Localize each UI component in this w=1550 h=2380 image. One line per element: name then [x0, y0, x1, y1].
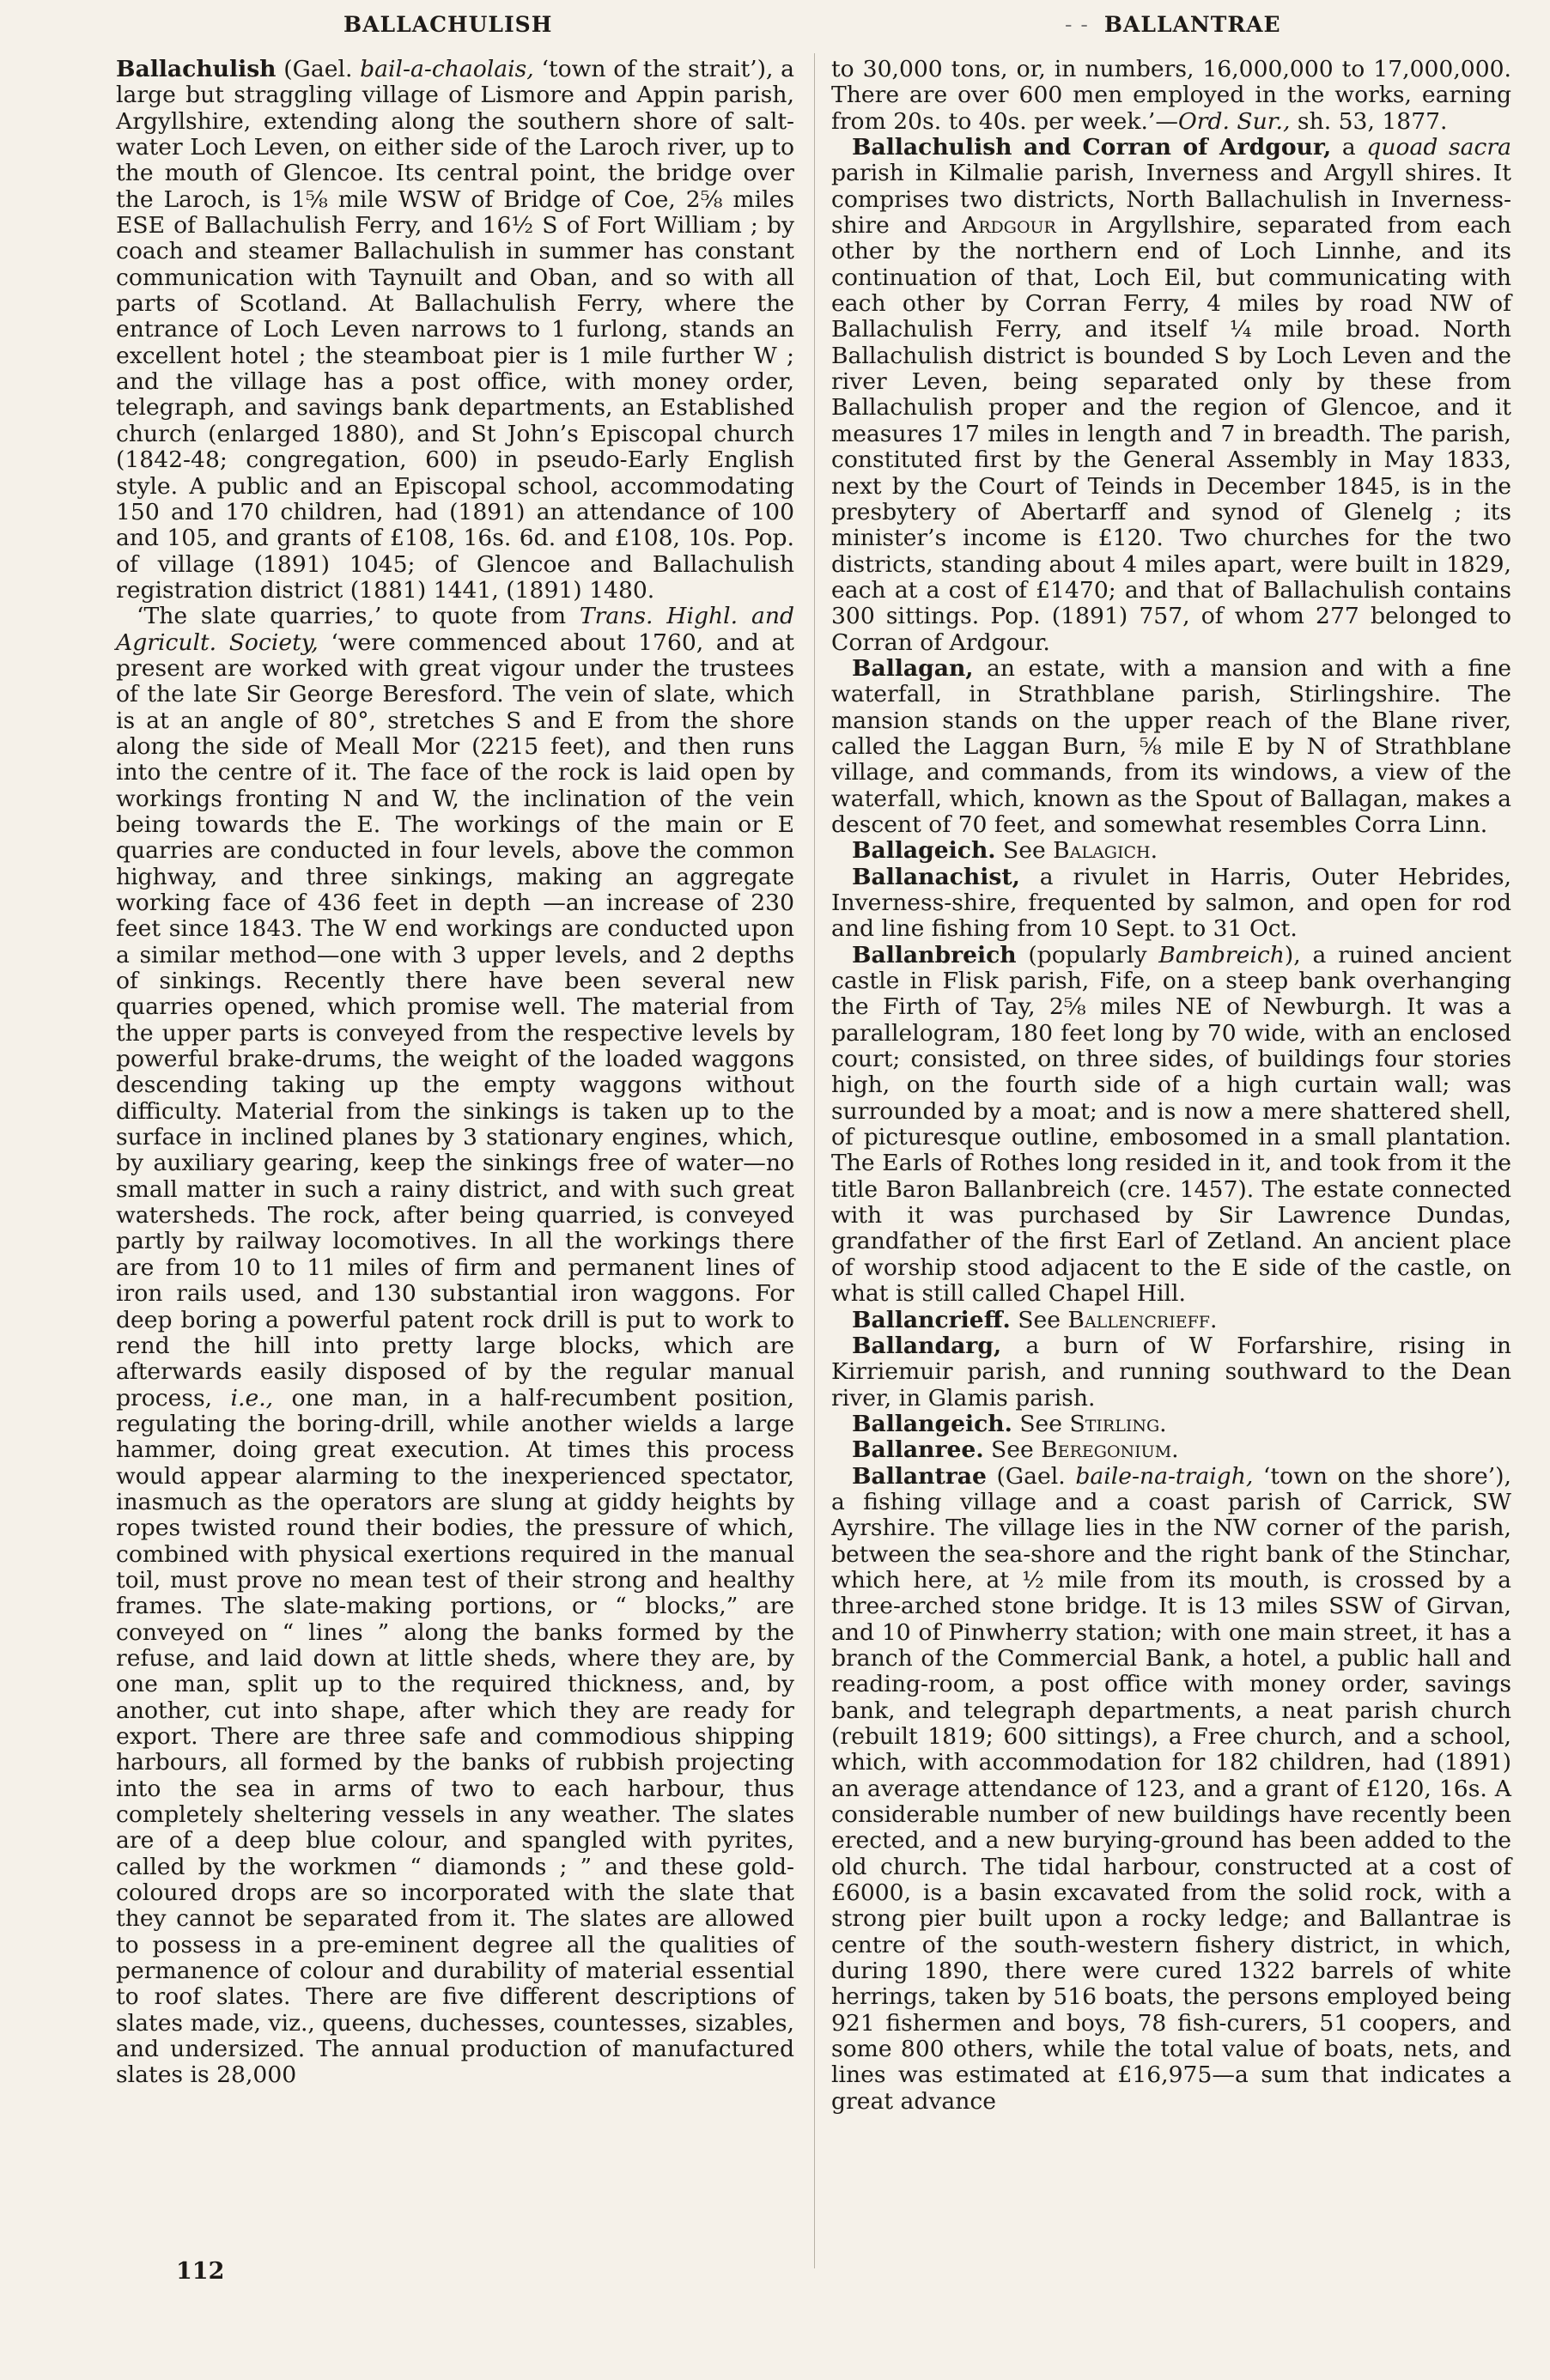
- entry-text: (popularly: [1016, 941, 1159, 968]
- headword: Ballanachist,: [852, 863, 1020, 890]
- cross-reference: Stirling.: [1069, 1410, 1167, 1437]
- headword: Ballantrae: [852, 1462, 987, 1490]
- entry-text: ‘were commenced about 1760, and at present are worked with great vigour under the trustees of the late Sir George Beresford. The vein of slate, which is at an angle of 80°, stretches S and E from the shore along the side of Meall Mor (2215 feet), and then runs into the centre of it. The face of the rock is laid open by workings fronting N and W, the inclination of the vein being towards the E. The workings of the main or E quarries are conducted in four levels, above the common highway, and three sinkings, making an aggregate working face of 436 feet in depth —an increase of 230 feet since 1843. The W end workings are conducted upon a similar method—one with 3 upper levels, and 2 depths of sinkings. Recently there have been several new quarries opened, which promise well. The material from the upper parts is conveyed from the respective levels by powerful brake-drums, the weight of the loaded waggons descending taking up the empty waggons without difficulty. Material from the sinkings is taken up to the surface in inclined planes by 3 stationary engines, which, by auxiliary gearing, keep the sinkings free of water—no small matter in such a rainy district, and with such great watersheds. The rock, after being quarried, is conveyed partly by railway locomotives. In all the workings there are from 10 to 11 miles of firm and permanent lines of iron rails used, and 130 substantial iron waggons. For deep boring a powerful patent rock drill is put to work to rend the hill into pretty large blocks, which are afterwards easily disposed of by the regular manual process,: [116, 628, 794, 1412]
- continuation-text: [831, 57, 1511, 135]
- entry-slate-quarries: [116, 604, 794, 2089]
- running-head-right-title: BALLANTRAE: [1103, 12, 1281, 37]
- entry-ballangeich: [831, 1412, 1511, 1437]
- entry-ballachulish-and-corran: [831, 135, 1511, 656]
- headword: Ballachulish and Corran of Ardgour,: [852, 134, 1332, 161]
- etymology: baile-na-traigh,: [1075, 1462, 1254, 1490]
- entry-ballagan: [831, 656, 1511, 838]
- cross-reference: Balagich.: [1053, 837, 1158, 865]
- entry-text: a rivulet in Harris, Outer Hebrides, Inverness-shire, frequented by salmon, and open for rod and line fishing from 10 Sept. to 31 Oct.: [831, 863, 1511, 943]
- cross-reference: Beregonium.: [1041, 1436, 1179, 1464]
- entry-text: (Gael.: [276, 56, 361, 82]
- entry-ballanbreich: [831, 943, 1511, 1308]
- entry-text: See: [983, 1436, 1042, 1464]
- latin-term: quoad sacra: [1366, 134, 1511, 161]
- column-divider: [814, 53, 815, 2268]
- entry-text: to 30,000 tons, or, in numbers, 16,000,000 to 17,000,000. There are over 600 men employed in the works, earning from 20s. to 40s. per week.’—: [831, 56, 1511, 135]
- entry-text: parish in Kilmalie parish, Inverness and Argyll shires. It comprises two districts, North Ballachulish in Inverness-shire and: [831, 160, 1511, 240]
- headword: Ballanbreich: [852, 941, 1017, 968]
- entry-text: See: [1012, 1410, 1070, 1437]
- entry-text: a burn of W Forfarshire, rising in Kirriemuir parish, and running southward to the Dean river, in Glamis parish.: [831, 1332, 1511, 1412]
- abbrev-ie: i.e.,: [230, 1384, 274, 1412]
- entry-text: sh. 53, 1877.: [1290, 107, 1448, 135]
- headword: Ballachulish: [116, 56, 277, 82]
- headword: Ballagan,: [852, 654, 974, 682]
- citation-source: Ord. Sur.,: [1177, 107, 1291, 135]
- entry-text: a: [1331, 134, 1367, 161]
- running-head-mark: - -: [1065, 12, 1089, 37]
- page-number: 112: [176, 2258, 225, 2285]
- entry-ballantrae: [831, 1464, 1511, 2116]
- left-column: [116, 57, 794, 2089]
- citation-source: Trans. Highl. and Agricult. Society,: [116, 603, 794, 656]
- entry-text: ‘The slate quarries,’ to quote from: [137, 603, 580, 630]
- entry-text: an estate, with a mansion and with a fine waterfall, in Strathblane parish, Stirlingshire. The mansion stands on the upper reach of the Blane river, called the Laggan Burn, ⅝ mile E by N of Strathblane village, and commands, from its windows, a view of the waterfall, which, known as the Spout of Ballagan, makes a descent of 70 feet, and somewhat resembles Corra Linn.: [831, 654, 1511, 838]
- alt-name: Bambreich: [1158, 941, 1285, 968]
- cross-reference: Ballencrieff.: [1067, 1306, 1218, 1333]
- entry-text: one man, in a half-recumbent position, regulating the boring-drill, while another wields a large hammer, doing great execution. At times this process would appear alarming to the inexperienced spectator, inasmuch as the operators are slung at giddy heights by ropes twisted round their bodies, the pressure of which, combined with physical exertions required in the manual toil, must prove no mean test of their strong and healthy frames. The slate-making portions, or “ blocks,” are conveyed on “ lines ” along the banks formed by the refuse, and laid down at little sheds, where they are, by one man, split up to the required thickness, and, by another, cut into shape, after which they are ready for export. There are three safe and commodious shipping harbours, all formed by the banks of rubbish projecting into the sea in arms of two to each harbour, thus completely sheltering vessels in any weather. The slates are of a deep blue colour, and spangled with pyrites, called by the workmen “ diamonds ; ” and these gold-coloured drops are so incorporated with the slate that they cannot be separated from it. The slates are allowed to possess in a pre-eminent degree all the qualities of permanence of colour and durability of material essential to roof slates. There are five different descriptions of slates made, viz., queens, duchesses, countesses, sizables, and undersized. The annual production of manufactured slates is 28,000: [116, 1384, 794, 2089]
- entry-ballandarg: [831, 1333, 1511, 1412]
- headword: Ballancrieff.: [852, 1306, 1011, 1333]
- entry-text: See: [1010, 1306, 1068, 1333]
- entry-text: ‘town on the shore’), a fishing village and a coast parish of Carrick, SW Ayrshire. The village lies in the NW corner of the parish, between the sea-shore and the right bank of the Stinchar, which here, at ½ mile from its mouth, is crossed by a three-arched stone bridge. It is 13 miles SSW of Girvan, and 10 of Pinwherry station; with one main street, it has a branch of the Commercial Bank, a hotel, a public hall and reading-room, a post office with money order, savings bank, and telegraph departments, a neat parish church (rebuilt 1819; 600 sittings), a Free church, and a school, which, with accommodation for 182 children, had (1891) an average attendance of 123, and a grant of £120, 16s. A considerable number of new buildings have recently been erected, and a new burying-ground has been added to the old church. The tidal harbour, constructed at a cost of £6000, is a basin excavated from the solid rock, with a strong pier built upon a rocky ledge; and Ballantrae is centre of the south-western fishery district, in which, during 1890, there were cured 1322 barrels of white herrings, taken by 516 boats, the persons employed being 921 fishermen and boys, 78 fish-curers, 51 coopers, and some 800 others, while the total value of boats, nets, and lines was estimated at £16,975—a sum that indicates a great advance: [831, 1462, 1511, 2115]
- right-column: [831, 57, 1511, 2115]
- entry-ballancrieff: [831, 1308, 1511, 1333]
- entry-ballageich: [831, 838, 1511, 864]
- running-head-left: BALLACHULISH: [343, 12, 553, 37]
- entry-ballanree: [831, 1437, 1511, 1463]
- etymology: bail-a-chaolais,: [360, 56, 534, 82]
- headword: Ballageich.: [852, 837, 996, 865]
- entry-text: in Argyllshire, separated from each other by the northern end of Loch Linnhe, and its continuation of that, Loch Eil, but communicating with each other by Corran Ferry, 4 miles by road NW of Ballachulish Ferry, and itself ¼ mile broad. North Ballachulish district is bounded S by Loch Leven and the river Leven, being separated only by these from Ballachulish proper and the region of Glencoe, and it measures 17 miles in length and 7 in breadth. The parish, constituted first by the General Assembly in May 1833, next by the Court of Teinds in December 1845, is in the presbytery of Abertarff and synod of Glenelg ; its minister’s income is £120. Two churches for the two districts, standing about 4 miles apart, were built in 1829, each at a cost of £1470; and that of Ballachulish contains 300 sittings. Pop. (1891) 757, of whom 277 belonged to Corran of Ardgour.: [831, 212, 1511, 656]
- headword: Ballandarg,: [852, 1332, 1002, 1359]
- entry-text: ), a ruined ancient castle in Flisk parish, Fife, on a steep bank overhanging the Firth of Tay, 2⅝ miles NE of Newburgh. It was a parallelogram, 180 feet long by 70 wide, with an enclosed court; consisted, on three sides, of buildings four stories high, on the fourth side of a high curtain wall; was surrounded by a moat; and is now a mere shattered shell, of picturesque outline, embosomed in a small plantation. The Earls of Rothes long resided in it, and took from it the title Baron Ballanbreich (cre. 1457). The estate connected with it was purchased by Sir Lawrence Dundas, grandfather of the first Earl of Zetland. An ancient place of worship stood adjacent to the E side of the castle, on what is still called Chapel Hill.: [831, 941, 1511, 1308]
- entry-ballachulish: [116, 57, 794, 604]
- running-head-right: [1065, 12, 1281, 37]
- entry-text: See: [995, 837, 1054, 865]
- entry-text: ‘town of the strait’), a large but straggling village of Lismore and Appin parish, Argyllshire, extending along the southern shore of salt-water Loch Leven, on either side of the Laroch river, up to the mouth of Glencoe. Its central point, the bridge over the Laroch, is 1⅝ mile WSW of Bridge of Coe, 2⅝ miles ESE of Ballachulish Ferry, and 16½ S of Fort William ; by coach and steamer Ballachulish in summer has constant communication with Taynuilt and Oban, and so with all parts of Scotland. At Ballachulish Ferry, where the entrance of Loch Leven narrows to 1 furlong, stands an excellent hotel ; the steamboat pier is 1 mile further W ; and the village has a post office, with money order, telegraph, and savings bank departments, an Established church (enlarged 1880), and St John’s Episcopal church (1842-48; congregation, 600) in pseudo-Early English style. A public and an Episcopal school, accommodating 150 and 170 children, had (1891) an attendance of 100 and 105, and grants of £108, 16s. 6d. and £108, 10s. Pop. of village (1891) 1045; of Glencoe and Ballachulish registration district (1881) 1441, (1891) 1480.: [116, 56, 794, 604]
- entry-text: (Gael.: [986, 1462, 1076, 1490]
- headword: Ballangeich.: [852, 1410, 1012, 1437]
- cross-reference: Ardgour: [962, 212, 1056, 240]
- headword: Ballanree.: [852, 1436, 984, 1464]
- entry-ballanachist: [831, 865, 1511, 943]
